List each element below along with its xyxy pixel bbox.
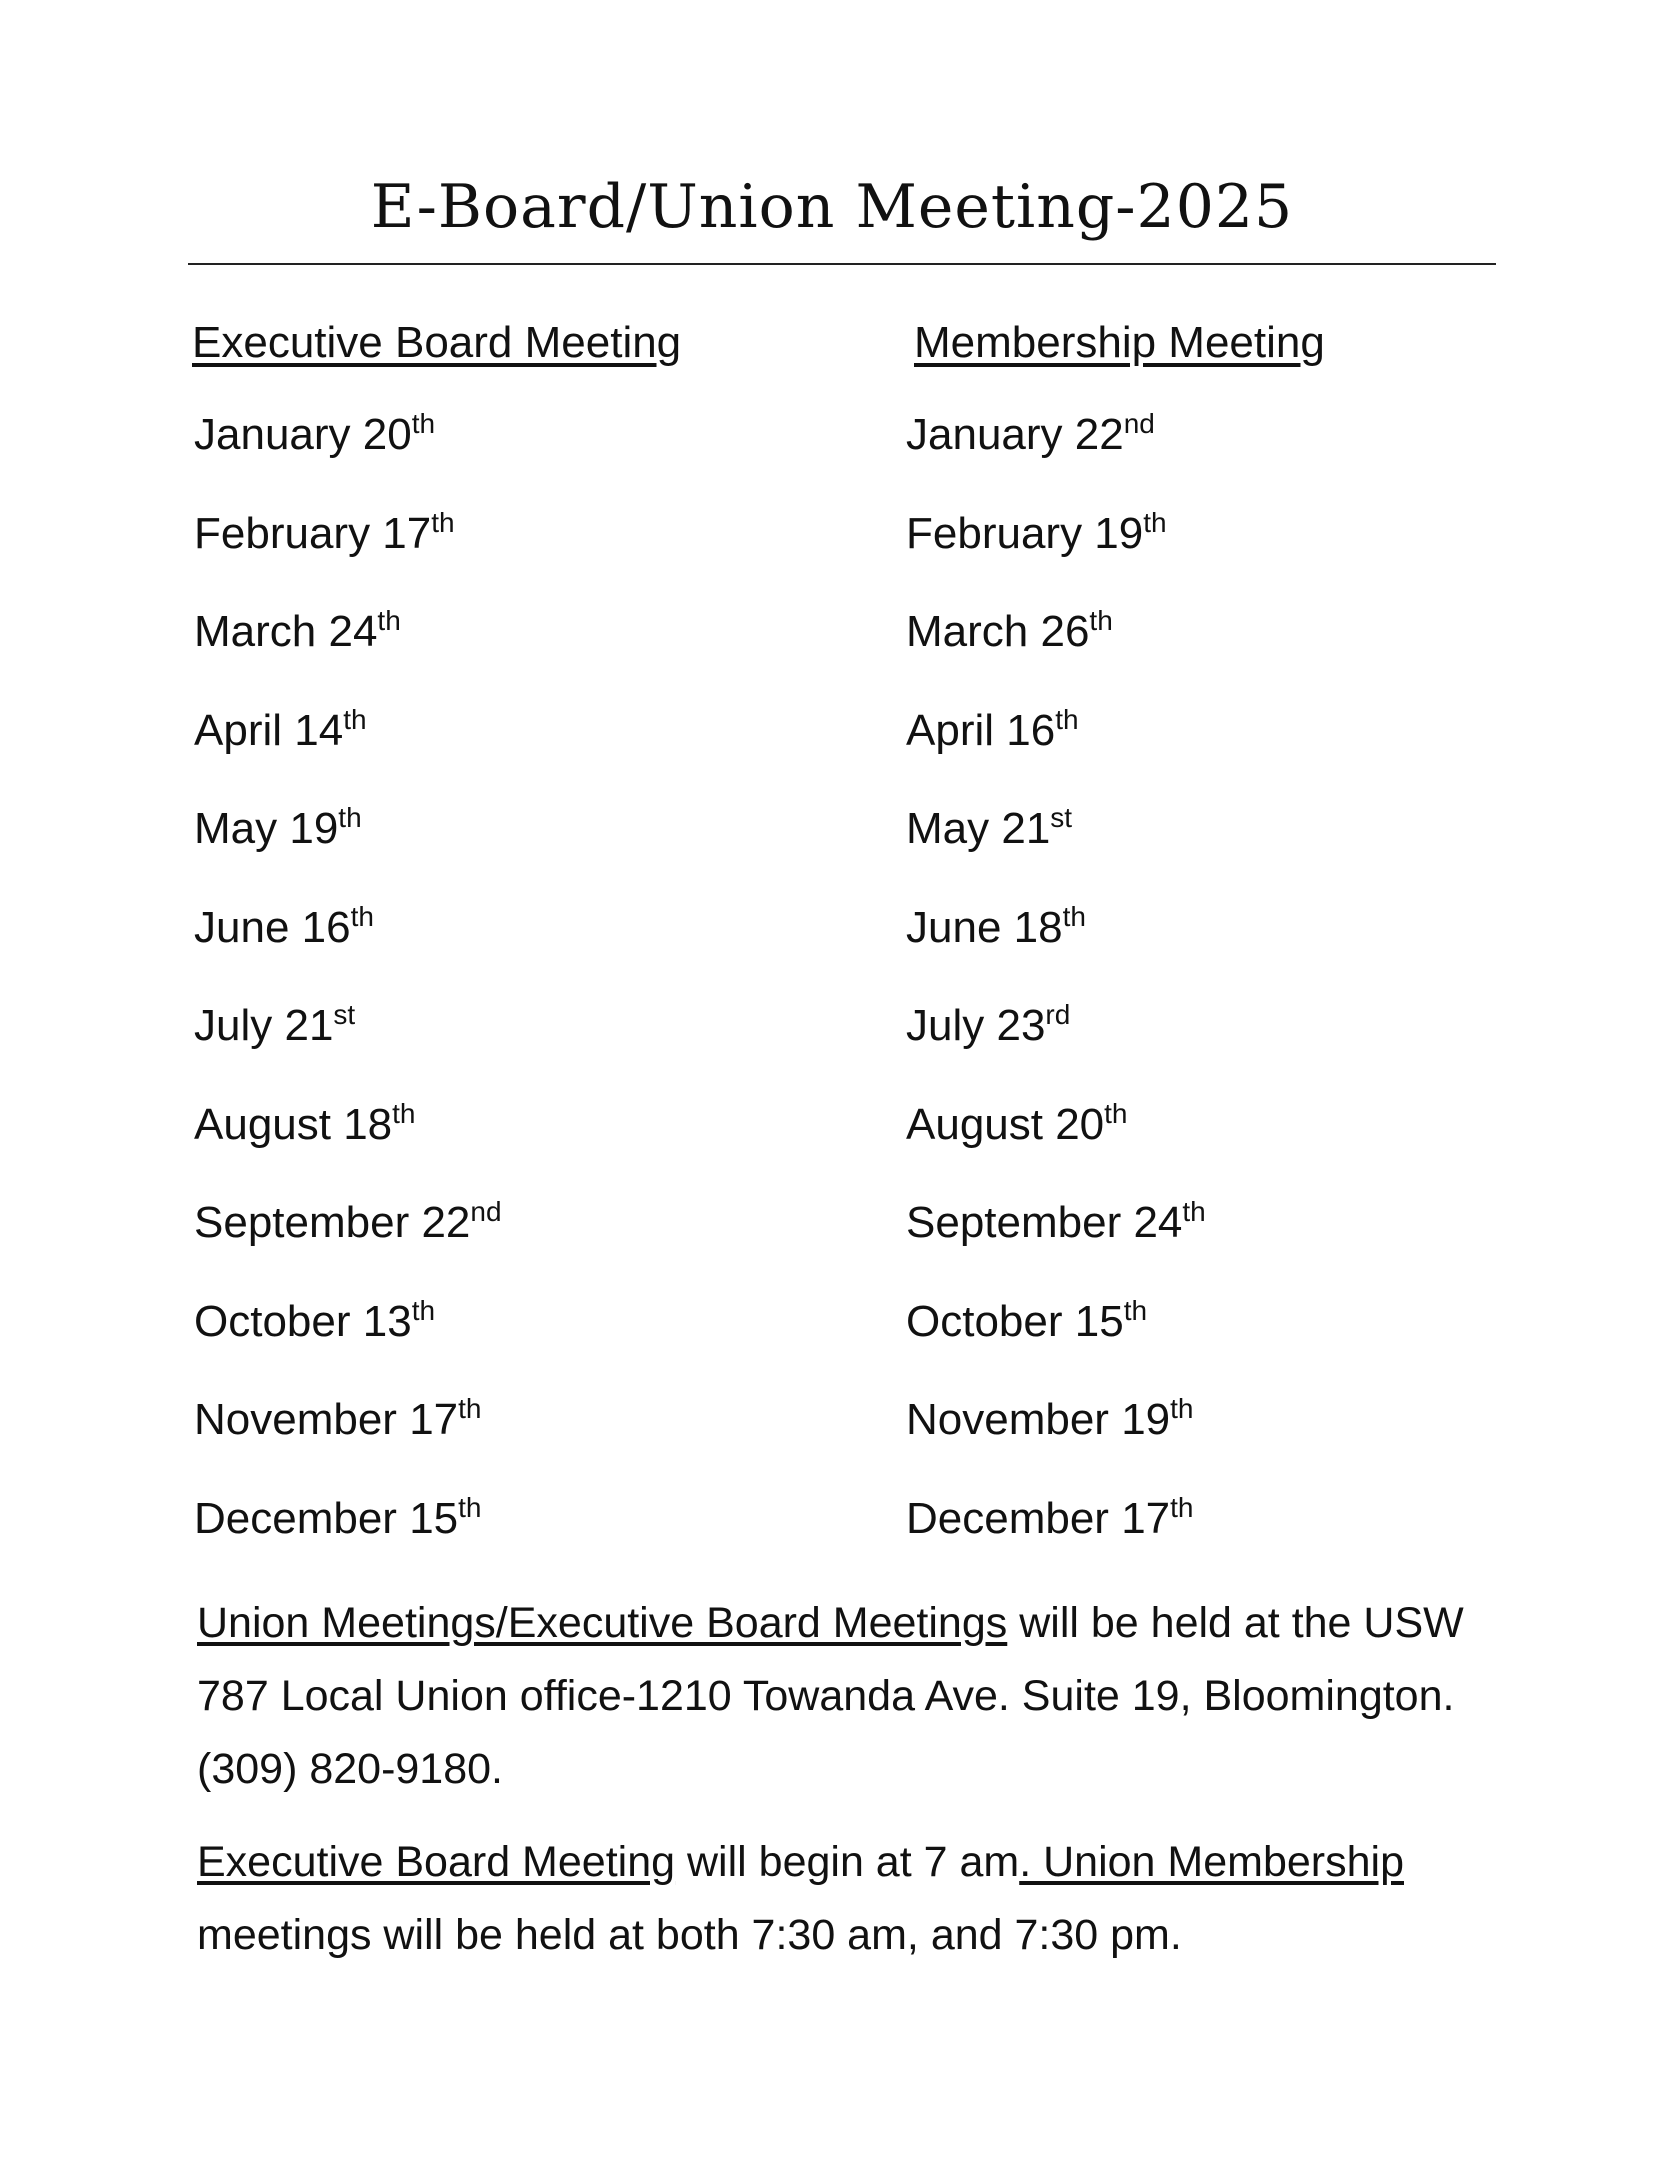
- executive-board-date-text: February 17: [194, 508, 432, 558]
- membership-date-text: November 19: [906, 1395, 1171, 1444]
- executive-board-date: [194, 504, 502, 603]
- membership-date-suffix: nd: [1123, 408, 1155, 439]
- time-note-text-2: meetings will be held at both 7:30 am, and 7:30 pm.: [197, 1911, 1182, 1959]
- executive-board-date: [194, 1489, 502, 1588]
- time-note-underlined-1: Executive Board Meeting: [197, 1838, 676, 1886]
- time-note: [197, 1826, 1537, 1972]
- membership-date: [906, 799, 1206, 898]
- membership-date-text: March 26: [906, 607, 1090, 656]
- membership-date-text: June 18: [906, 902, 1063, 952]
- membership-date-text: July 23: [906, 1001, 1046, 1050]
- executive-board-date-suffix: st: [333, 999, 356, 1030]
- membership-date: [906, 996, 1206, 1095]
- executive-board-date: [194, 405, 502, 504]
- time-note-underlined-2: . Union Membership: [1019, 1838, 1404, 1886]
- membership-date-text: December 17: [906, 1493, 1171, 1543]
- location-note-text: will be held at the USW 787 Local Union office-1210 Towanda Ave. Suite 19, Bloomington. (309) 820-9180.: [197, 1599, 1464, 1793]
- membership-date-suffix: st: [1050, 802, 1073, 833]
- membership-date: [906, 405, 1206, 504]
- membership-date: [906, 1390, 1206, 1489]
- executive-board-date-suffix: th: [458, 1491, 482, 1523]
- executive-board-date-text: November 17: [194, 1395, 459, 1444]
- executive-board-date-suffix: th: [411, 1294, 436, 1326]
- executive-board-date-text: March 24: [194, 607, 378, 656]
- location-note: [197, 1587, 1537, 1806]
- membership-dates: [906, 405, 1206, 1587]
- executive-board-heading: Executive Board Meeting: [192, 318, 682, 367]
- membership-date-suffix: th: [1104, 1097, 1128, 1129]
- membership-date-text: January 22: [906, 410, 1124, 459]
- executive-board-date: [194, 1390, 502, 1489]
- membership-date-suffix: th: [1055, 703, 1079, 735]
- executive-board-date-suffix: th: [392, 1097, 416, 1129]
- executive-board-date-text: June 16: [194, 902, 351, 952]
- membership-date: [906, 1095, 1206, 1194]
- executive-board-date-text: April 14: [194, 705, 344, 755]
- executive-board-date-text: September 22: [194, 1198, 471, 1247]
- executive-board-date-text: August 18: [194, 1099, 393, 1149]
- membership-date: [906, 1489, 1206, 1588]
- executive-board-date-text: October 13: [194, 1296, 412, 1346]
- executive-board-date: [194, 1095, 502, 1194]
- executive-board-date-suffix: nd: [470, 1196, 502, 1227]
- executive-board-date: [194, 898, 502, 997]
- executive-board-date-suffix: th: [377, 605, 401, 636]
- executive-board-date-suffix: th: [411, 408, 436, 439]
- executive-board-date-text: December 15: [194, 1493, 459, 1543]
- membership-date: [906, 602, 1206, 701]
- page-title: E-Board/Union Meeting-2025: [370, 172, 1294, 242]
- membership-date: [906, 1193, 1206, 1292]
- executive-board-date-suffix: th: [350, 900, 374, 932]
- executive-board-date-text: May 19: [194, 804, 339, 853]
- membership-date-text: September 24: [906, 1198, 1183, 1247]
- membership-date-suffix: rd: [1045, 999, 1071, 1030]
- membership-date: [906, 504, 1206, 603]
- membership-date-text: August 20: [906, 1099, 1105, 1149]
- executive-board-date-suffix: th: [431, 506, 455, 538]
- location-note-underlined: Union Meetings/Executive Board Meetings: [197, 1599, 1008, 1647]
- title-divider: [188, 263, 1496, 265]
- executive-board-date-suffix: th: [338, 802, 362, 833]
- executive-board-date: [194, 996, 502, 1095]
- membership-date-suffix: th: [1170, 1393, 1194, 1424]
- executive-board-dates: [194, 405, 502, 1587]
- membership-date-suffix: th: [1123, 1294, 1148, 1326]
- executive-board-date-suffix: th: [343, 703, 367, 735]
- executive-board-date: [194, 602, 502, 701]
- membership-date: [906, 898, 1206, 997]
- membership-date-suffix: th: [1170, 1491, 1194, 1523]
- membership-date-text: April 16: [906, 705, 1056, 755]
- membership-date-suffix: th: [1062, 900, 1086, 932]
- membership-date-text: May 21: [906, 804, 1051, 853]
- executive-board-date: [194, 1292, 502, 1391]
- executive-board-date: [194, 701, 502, 800]
- membership-date: [906, 701, 1206, 800]
- membership-date-suffix: th: [1182, 1196, 1206, 1227]
- membership-date-suffix: th: [1089, 605, 1113, 636]
- executive-board-date: [194, 1193, 502, 1292]
- executive-board-date-text: July 21: [194, 1001, 334, 1050]
- executive-board-date: [194, 799, 502, 898]
- membership-date-text: October 15: [906, 1296, 1124, 1346]
- executive-board-date-text: January 20: [194, 410, 412, 459]
- membership-date-suffix: th: [1143, 506, 1167, 538]
- executive-board-date-suffix: th: [458, 1393, 482, 1424]
- time-note-text-1: will begin at 7 am: [675, 1838, 1020, 1886]
- membership-date-text: February 19: [906, 508, 1144, 558]
- membership-date: [906, 1292, 1206, 1391]
- membership-heading: Membership Meeting: [914, 318, 1325, 367]
